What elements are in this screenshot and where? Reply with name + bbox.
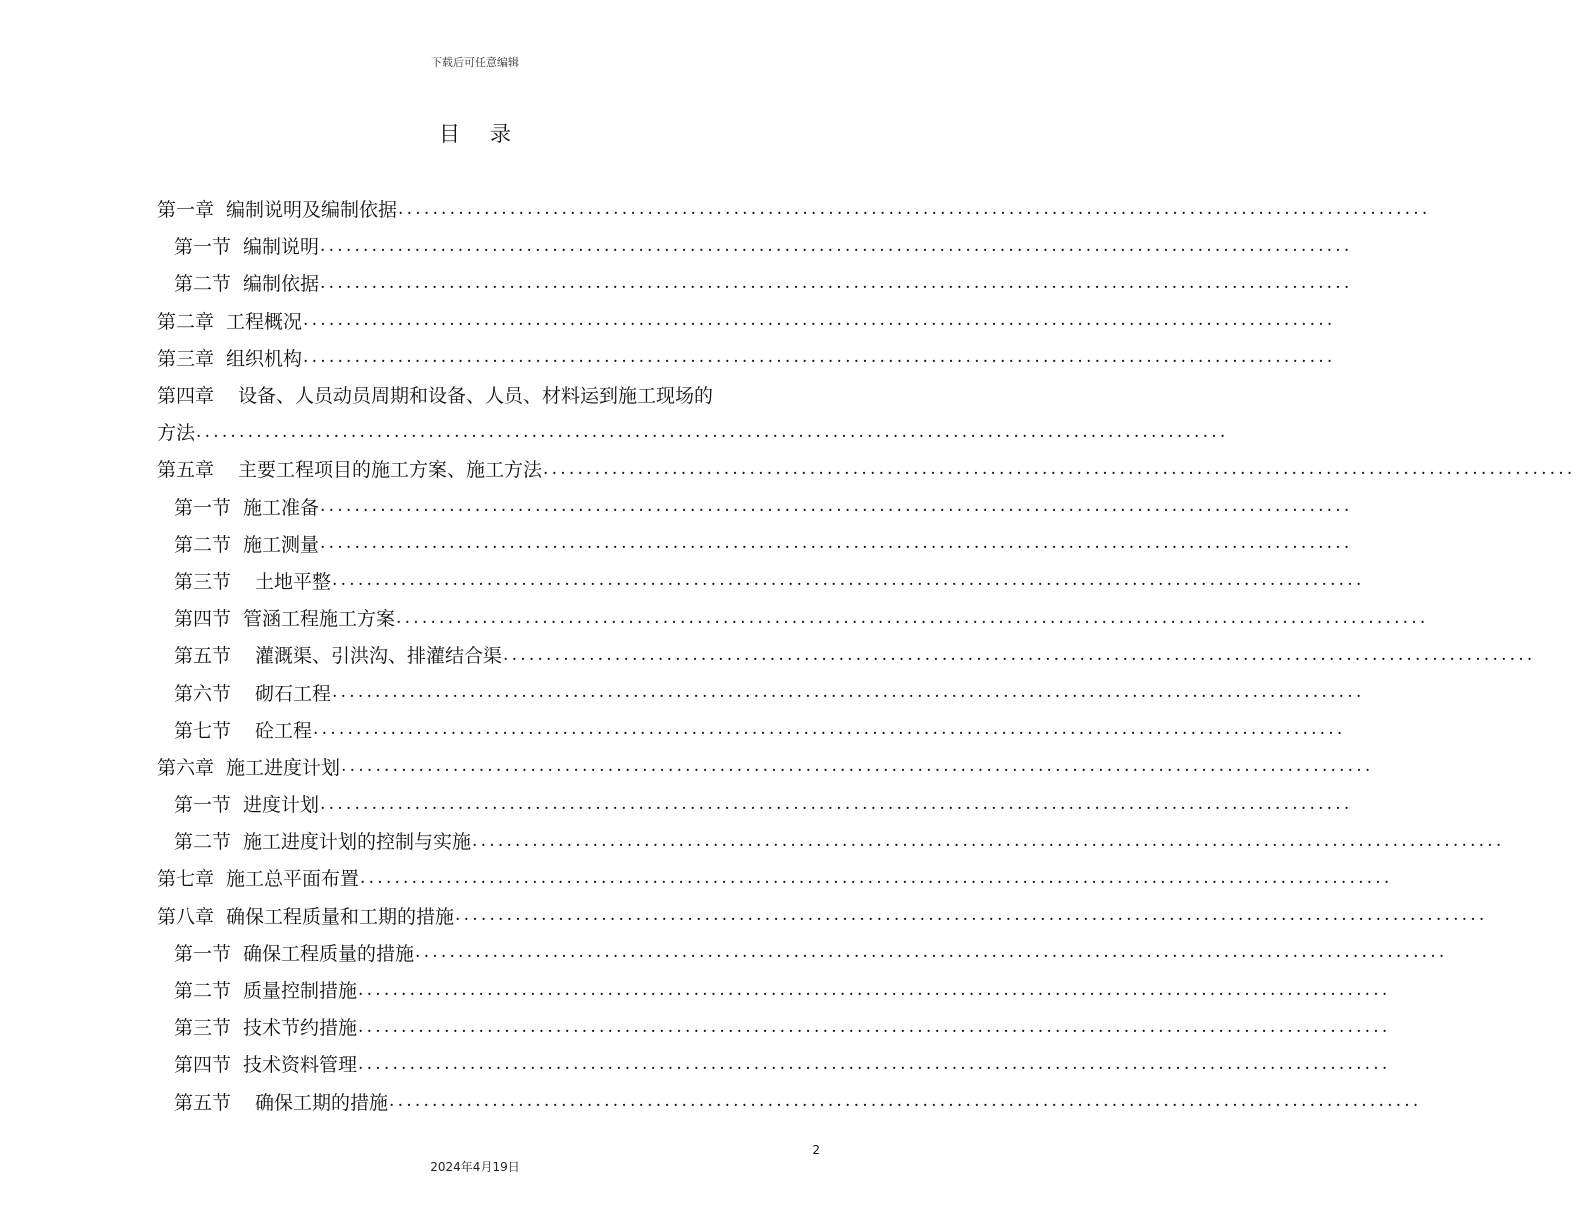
toc-entry-prefix: 第一节 (174, 496, 232, 519)
toc-entry-label (174, 716, 312, 743)
toc-entry-label (174, 604, 395, 631)
toc-entry-label (157, 381, 713, 408)
toc-entry-label (157, 344, 302, 371)
toc-entry-label (174, 790, 319, 817)
toc-dot-leader: ........................................................................................................................ (398, 198, 1431, 219)
toc-entry-prefix: 第一节 (174, 236, 232, 259)
toc-title-char-1: 目 (439, 122, 460, 146)
toc-entry-text: 施工进度计划 (226, 756, 341, 779)
toc-entry-prefix: 第三节 (174, 1017, 232, 1040)
toc-dot-leader: ........................................................................................................................ (472, 830, 1505, 851)
toc-entry-prefix: 第五章 (157, 459, 215, 482)
toc-entry-text: 管涵工程施工方案 (243, 608, 396, 631)
toc-entry[interactable] (157, 748, 1374, 785)
toc-dot-leader: ........................................................................................................................ (313, 719, 1346, 740)
toc-entry-label (174, 567, 331, 594)
toc-entry-prefix: 第三章 (157, 347, 215, 370)
toc-entry[interactable] (157, 822, 1505, 859)
toc-entry-label (174, 939, 414, 966)
toc-entry-prefix: 第三节 (174, 570, 232, 593)
toc-entry-label (174, 679, 331, 706)
toc-entry-label (174, 976, 357, 1003)
toc-entry-text: 主要工程项目的施工方案、施工方法 (238, 459, 543, 482)
toc-entry-prefix: 第一节 (174, 942, 232, 965)
toc-entry-text: 技术节约措施 (243, 1017, 358, 1040)
toc-dot-leader: ........................................................................................................................ (396, 607, 1429, 628)
toc-entry-prefix: 第二章 (157, 310, 215, 333)
toc-entry-prefix: 第二节 (174, 980, 232, 1003)
toc-entry[interactable] (157, 711, 1346, 748)
toc-entry-prefix: 第七章 (157, 868, 215, 891)
toc-entry-text: 设备、人员动员周期和设备、人员、材料运到施工现场的 (238, 385, 714, 408)
toc-dot-leader: ........................................................................................................................ (415, 942, 1448, 963)
toc-entry-label (174, 530, 319, 557)
toc-entry[interactable] (157, 1083, 1422, 1120)
toc-entry-prefix: 第四节 (174, 608, 232, 631)
toc-entry[interactable] (157, 562, 1365, 599)
toc-entry-label (174, 827, 471, 854)
toc-entry-label (174, 269, 319, 296)
toc-entry-text: 编制说明 (243, 236, 320, 259)
toc-entry-text: 砌石工程 (255, 682, 332, 705)
toc-dot-leader: ........................................................................................................................ (358, 1053, 1391, 1074)
toc-entry-label (174, 232, 319, 259)
toc-entry-prefix: 第一章 (157, 199, 215, 222)
toc-entry[interactable] (157, 934, 1448, 971)
toc-dot-leader: ........................................................................................................................ (358, 1016, 1391, 1037)
toc-dot-leader: ........................................................................................................................ (389, 1091, 1422, 1112)
toc-entry-text: 灌溉渠、引洪沟、排灌结合渠 (255, 645, 503, 668)
toc-entry[interactable] (157, 264, 1353, 301)
toc-entry-label (174, 1088, 388, 1115)
toc-entry-prefix: 第八章 (157, 905, 215, 928)
toc-entry-prefix: 第二节 (174, 831, 232, 854)
toc-entry[interactable] (157, 673, 1365, 710)
toc-entry[interactable] (157, 227, 1353, 264)
table-of-contents (157, 190, 1576, 1120)
toc-entry[interactable] (157, 376, 805, 413)
toc-entry-text: 施工进度计划的控制与实施 (243, 831, 472, 854)
toc-entry[interactable] (157, 599, 1429, 636)
toc-entry-text: 确保工期的措施 (255, 1091, 389, 1114)
toc-dot-leader: ........................................................................................................................ (543, 458, 1576, 479)
toc-entry-text: 质量控制措施 (243, 980, 358, 1003)
toc-entry-text: 确保工程质量的措施 (243, 942, 415, 965)
toc-dot-leader: ........................................................................................................................ (332, 570, 1365, 591)
footer-date: 2024年4月19日 (430, 1160, 520, 1174)
toc-entry[interactable] (157, 190, 1431, 227)
page-number: 2 (812, 1143, 820, 1157)
toc-entry-text: 编制依据 (243, 273, 320, 296)
toc-entry-label (157, 455, 542, 482)
toc-entry-label (174, 1013, 357, 1040)
toc-entry-text: 施工准备 (243, 496, 320, 519)
toc-dot-leader: ........................................................................................................................ (320, 272, 1353, 293)
header-note: 下载后可任意编辑 (431, 56, 519, 69)
toc-entry[interactable] (157, 859, 1393, 896)
toc-title (0, 118, 950, 148)
toc-entry-label (157, 418, 195, 445)
toc-entry[interactable] (157, 1008, 1391, 1045)
toc-dot-leader: ........................................................................................................................ (303, 347, 1336, 368)
toc-entry[interactable] (157, 1045, 1391, 1082)
toc-entry-prefix: 第一节 (174, 794, 232, 817)
toc-entry-prefix: 第五节 (174, 1091, 232, 1114)
toc-entry-text: 方法 (157, 422, 196, 445)
toc-entry-text: 编制说明及编制依据 (226, 199, 398, 222)
toc-entry-prefix: 第四章 (157, 385, 215, 408)
toc-dot-leader: ........................................................................................................................ (360, 867, 1393, 888)
toc-entry[interactable] (157, 636, 1536, 673)
toc-entry-label (157, 195, 397, 222)
toc-entry[interactable] (157, 488, 1353, 525)
toc-dot-leader: ........................................................................................................................ (358, 979, 1391, 1000)
toc-entry-text: 进度计划 (243, 794, 320, 817)
toc-entry-label (157, 864, 359, 891)
toc-entry-text: 技术资料管理 (243, 1054, 358, 1077)
toc-dot-leader: ........................................................................................................................ (320, 496, 1353, 517)
toc-entry[interactable] (157, 897, 1488, 934)
toc-dot-leader: ........................................................................................................................ (320, 533, 1353, 554)
toc-entry-prefix: 第六节 (174, 682, 232, 705)
toc-entry-prefix: 第五节 (174, 645, 232, 668)
toc-dot-leader: ........................................................................................................................ (341, 756, 1374, 777)
toc-entry[interactable] (157, 785, 1353, 822)
toc-dot-leader: ........................................................................................................................ (332, 682, 1365, 703)
toc-entry-prefix: 第六章 (157, 756, 215, 779)
toc-entry-text: 施工测量 (243, 533, 320, 556)
toc-entry-label (174, 1050, 357, 1077)
toc-dot-leader: ........................................................................................................................ (320, 793, 1353, 814)
toc-dot-leader: ........................................................................................................................ (303, 310, 1336, 331)
toc-entry-text: 工程概况 (226, 310, 303, 333)
toc-entry[interactable] (157, 525, 1353, 562)
toc-entry-prefix: 第二节 (174, 273, 232, 296)
toc-entry-text: 土地平整 (255, 570, 332, 593)
toc-entry-label (157, 902, 454, 929)
toc-entry-prefix: 第二节 (174, 533, 232, 556)
toc-entry-text: 施工总平面布置 (226, 868, 360, 891)
toc-entry[interactable] (157, 413, 1229, 450)
toc-entry[interactable] (157, 339, 1336, 376)
toc-dot-leader: ........................................................................................................................ (455, 905, 1488, 926)
toc-entry[interactable] (157, 971, 1391, 1008)
toc-entry-label (174, 641, 502, 668)
toc-entry-text: 组织机构 (226, 347, 303, 370)
toc-entry[interactable] (157, 302, 1336, 339)
toc-entry-prefix: 第七节 (174, 719, 232, 742)
toc-entry-prefix: 第四节 (174, 1054, 232, 1077)
toc-entry-text: 砼工程 (255, 719, 313, 742)
toc-entry-label (157, 307, 302, 334)
toc-entry-label (174, 493, 319, 520)
toc-dot-leader: ........................................................................................................................ (320, 235, 1353, 256)
toc-dot-leader: ........................................................................................................................ (503, 644, 1536, 665)
toc-dot-leader: ........................................................................................................................ (196, 421, 1229, 442)
toc-entry-label (157, 753, 340, 780)
toc-entry[interactable] (157, 450, 1576, 487)
toc-entry-text: 确保工程质量和工期的措施 (226, 905, 455, 928)
toc-title-char-2: 录 (490, 122, 511, 146)
